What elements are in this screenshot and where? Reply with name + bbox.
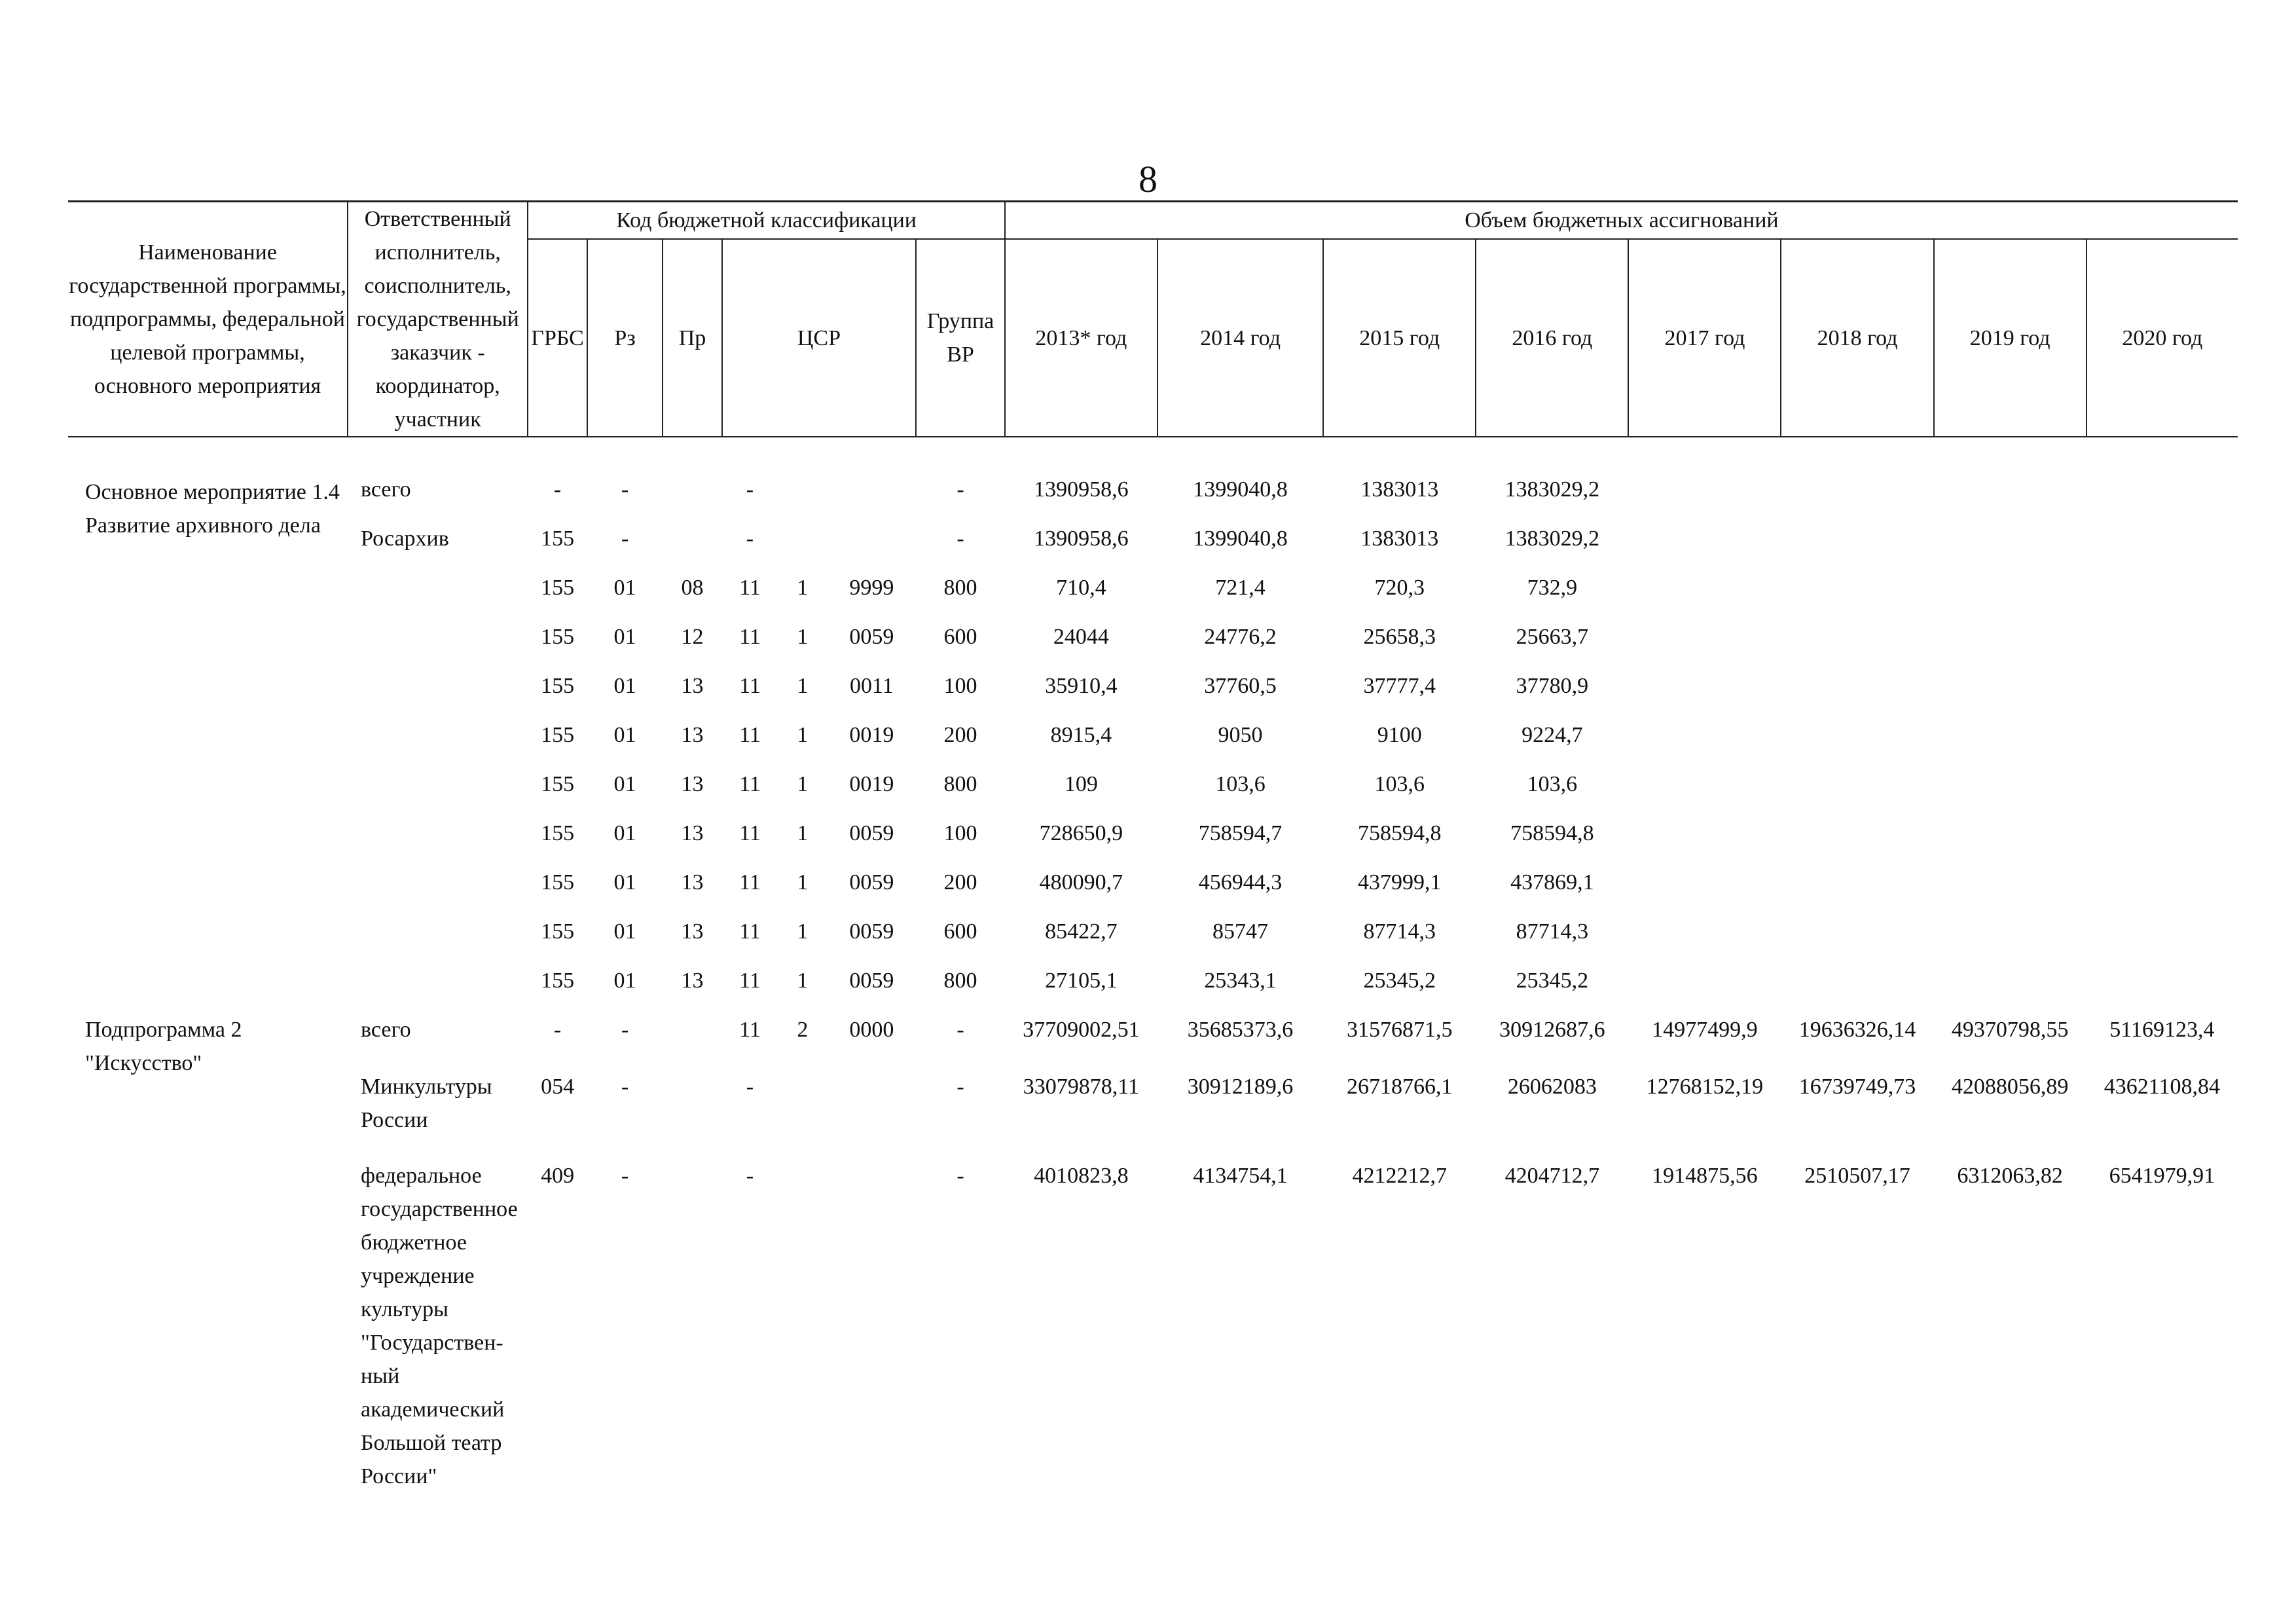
csr-subprogram-cell: 1 xyxy=(797,870,809,895)
csr-code-cell: 0059 xyxy=(849,625,894,649)
csr-program-cell: - xyxy=(746,477,754,502)
value-2015-cell: 4212212,7 xyxy=(1352,1164,1447,1188)
table-row xyxy=(68,465,2238,514)
vr-cell: - xyxy=(957,1075,964,1099)
csr-subprogram-cell xyxy=(778,514,827,563)
csr-program-cell: 11 xyxy=(739,772,761,796)
pr-cell: 08 xyxy=(681,576,704,600)
value-2019-cell xyxy=(1934,858,2086,907)
csr-subprogram-cell: 1 xyxy=(797,674,809,698)
value-2019-cell xyxy=(1934,760,2086,809)
value-2020-cell xyxy=(2086,858,2238,907)
pr-cell xyxy=(663,1062,721,1151)
header-year-2019: 2019 год xyxy=(1934,239,2086,437)
vr-cell: - xyxy=(957,526,964,551)
value-2014-cell: 9050 xyxy=(1218,723,1263,747)
value-2018-cell: 2510507,17 xyxy=(1804,1164,1910,1188)
table-row xyxy=(68,563,2238,612)
value-2015-cell: 9100 xyxy=(1377,723,1422,747)
table-row xyxy=(68,858,2238,907)
pr-cell: 13 xyxy=(681,969,704,993)
value-2013-cell: 37709002,51 xyxy=(1023,1018,1140,1042)
value-2020-cell: 51169123,4 xyxy=(2109,1018,2215,1042)
grbs-cell: 155 xyxy=(541,772,575,796)
grbs-cell: - xyxy=(553,1018,562,1042)
vr-cell: 800 xyxy=(943,576,977,600)
value-2015-cell: 1383013 xyxy=(1360,526,1439,551)
pr-cell: 13 xyxy=(681,821,704,845)
rz-cell: - xyxy=(621,1075,629,1099)
value-2018-cell xyxy=(1781,612,1933,661)
value-2020-cell xyxy=(2086,809,2238,858)
value-2015-cell: 437999,1 xyxy=(1357,870,1442,895)
grbs-cell: 054 xyxy=(541,1075,575,1099)
value-2017-cell xyxy=(1628,661,1781,710)
value-2019-cell: 42088056,89 xyxy=(1951,1075,2069,1099)
value-2016-cell: 732,9 xyxy=(1527,576,1578,600)
csr-subprogram-cell: 1 xyxy=(797,772,809,796)
vr-cell: - xyxy=(957,1018,964,1042)
rz-cell: - xyxy=(621,1018,629,1042)
executor-cell xyxy=(348,760,528,809)
value-2013-cell: 109 xyxy=(1064,772,1098,796)
value-2018-cell xyxy=(1781,760,1933,809)
rz-cell: - xyxy=(621,1164,629,1188)
value-2014-cell: 1399040,8 xyxy=(1193,477,1288,502)
value-2014-cell: 35685373,6 xyxy=(1187,1018,1294,1042)
value-2014-cell: 25343,1 xyxy=(1204,969,1277,993)
pr-cell xyxy=(663,1005,721,1062)
value-2018-cell xyxy=(1781,956,1933,1005)
csr-program-cell: 11 xyxy=(739,576,761,600)
value-2016-cell: 758594,8 xyxy=(1510,821,1594,845)
csr-program-cell: 11 xyxy=(739,674,761,698)
value-2020-cell xyxy=(2086,710,2238,760)
header-spacer xyxy=(68,437,2238,465)
pr-cell xyxy=(663,514,721,563)
value-2015-cell: 720,3 xyxy=(1374,576,1425,600)
value-2013-cell: 33079878,11 xyxy=(1023,1075,1139,1099)
csr-subprogram-cell xyxy=(778,1062,827,1151)
csr-subprogram-cell: 1 xyxy=(797,919,809,944)
value-2013-cell: 4010823,8 xyxy=(1034,1164,1129,1188)
header-grbs: ГРБС xyxy=(528,239,587,437)
value-2015-cell: 25658,3 xyxy=(1363,625,1436,649)
csr-program-cell: 11 xyxy=(739,1018,761,1042)
header-year-2016: 2016 год xyxy=(1476,239,1628,437)
header-csr: ЦСР xyxy=(722,239,916,437)
rz-cell: 01 xyxy=(613,625,636,649)
vr-cell: 200 xyxy=(943,870,977,895)
header-budget-allocations: Объем бюджетных ассигнований xyxy=(1005,202,2238,240)
budget-allocation-table xyxy=(68,200,2238,1500)
value-2013-cell: 8915,4 xyxy=(1050,723,1112,747)
vr-cell: 100 xyxy=(943,821,977,845)
value-2016-cell: 25663,7 xyxy=(1516,625,1589,649)
value-2017-cell: 12768152,19 xyxy=(1646,1075,1764,1099)
header-year-2020: 2020 год xyxy=(2086,239,2238,437)
executor-cell: всего xyxy=(361,477,411,502)
table-row xyxy=(68,661,2238,710)
value-2020-cell xyxy=(2086,661,2238,710)
value-2016-cell: 4204712,7 xyxy=(1504,1164,1600,1188)
pr-cell: 13 xyxy=(681,919,704,944)
value-2017-cell xyxy=(1628,858,1781,907)
value-2018-cell xyxy=(1781,858,1933,907)
rz-cell: 01 xyxy=(613,576,636,600)
value-2020-cell xyxy=(2086,612,2238,661)
value-2018-cell xyxy=(1781,907,1933,956)
value-2018-cell xyxy=(1781,661,1933,710)
value-2014-cell: 24776,2 xyxy=(1204,625,1277,649)
value-2015-cell: 87714,3 xyxy=(1363,919,1436,944)
value-2019-cell xyxy=(1934,907,2086,956)
value-2017-cell xyxy=(1628,514,1781,563)
header-vr: Группа ВР xyxy=(916,239,1005,437)
value-2016-cell: 1383029,2 xyxy=(1504,526,1600,551)
csr-subprogram-cell xyxy=(778,465,827,514)
value-2016-cell: 30912687,6 xyxy=(1499,1018,1605,1042)
value-2015-cell: 1383013 xyxy=(1360,477,1439,502)
program-name-cell: Основное мероприятие 1.4 Развитие архивного дела xyxy=(85,480,340,538)
executor-cell xyxy=(348,661,528,710)
table-row xyxy=(68,1151,2238,1500)
csr-subprogram-cell: 1 xyxy=(797,821,809,845)
value-2020-cell: 43621108,84 xyxy=(2104,1075,2220,1099)
value-2014-cell: 30912189,6 xyxy=(1187,1075,1294,1099)
value-2019-cell xyxy=(1934,956,2086,1005)
value-2017-cell xyxy=(1628,907,1781,956)
value-2016-cell: 37780,9 xyxy=(1516,674,1589,698)
value-2019-cell xyxy=(1934,563,2086,612)
csr-code-cell xyxy=(828,514,917,563)
value-2020-cell xyxy=(2086,465,2238,514)
table-row xyxy=(68,710,2238,760)
value-2015-cell: 31576871,5 xyxy=(1346,1018,1453,1042)
value-2013-cell: 35910,4 xyxy=(1045,674,1118,698)
table-row xyxy=(68,956,2238,1005)
value-2018-cell xyxy=(1781,465,1933,514)
value-2013-cell: 728650,9 xyxy=(1039,821,1123,845)
csr-code-cell xyxy=(828,1151,917,1500)
program-name-cell: Подпрограмма 2 "Искусство" xyxy=(85,1018,242,1075)
vr-cell: 800 xyxy=(943,969,977,993)
value-2013-cell: 85422,7 xyxy=(1045,919,1118,944)
rz-cell: 01 xyxy=(613,919,636,944)
value-2015-cell: 25345,2 xyxy=(1363,969,1436,993)
table-row xyxy=(68,907,2238,956)
value-2018-cell xyxy=(1781,809,1933,858)
value-2016-cell: 26062083 xyxy=(1507,1075,1597,1099)
header-pr: Пр xyxy=(663,239,721,437)
pr-cell xyxy=(663,465,721,514)
grbs-cell: 155 xyxy=(541,870,575,895)
executor-cell xyxy=(348,858,528,907)
value-2020-cell: 6541979,91 xyxy=(2109,1164,2215,1188)
executor-cell: Минкультуры России xyxy=(361,1075,492,1132)
csr-code-cell: 0059 xyxy=(849,821,894,845)
value-2013-cell: 27105,1 xyxy=(1045,969,1118,993)
value-2013-cell: 24044 xyxy=(1053,625,1109,649)
header-year-2018: 2018 год xyxy=(1781,239,1933,437)
value-2019-cell xyxy=(1934,661,2086,710)
vr-cell: - xyxy=(957,1164,964,1188)
grbs-cell: 155 xyxy=(541,526,575,551)
vr-cell: 800 xyxy=(943,772,977,796)
csr-subprogram-cell: 1 xyxy=(797,969,809,993)
value-2018-cell xyxy=(1781,710,1933,760)
value-2017-cell: 14977499,9 xyxy=(1652,1018,1758,1042)
value-2017-cell xyxy=(1628,563,1781,612)
value-2017-cell xyxy=(1628,612,1781,661)
value-2017-cell xyxy=(1628,809,1781,858)
value-2013-cell: 1390958,6 xyxy=(1034,477,1129,502)
vr-cell: 100 xyxy=(943,674,977,698)
executor-cell xyxy=(348,563,528,612)
value-2020-cell xyxy=(2086,563,2238,612)
vr-cell: - xyxy=(957,477,964,502)
pr-cell: 12 xyxy=(681,625,704,649)
csr-subprogram-cell: 1 xyxy=(797,576,809,600)
grbs-cell: - xyxy=(553,477,562,502)
value-2016-cell: 87714,3 xyxy=(1516,919,1589,944)
grbs-cell: 155 xyxy=(541,674,575,698)
table-row xyxy=(68,760,2238,809)
rz-cell: - xyxy=(621,526,629,551)
csr-subprogram-cell: 2 xyxy=(797,1018,809,1042)
header-executor: Ответственный исполнитель, соисполнитель, государственный заказчик - координатор, участник xyxy=(348,202,528,437)
value-2018-cell: 16739749,73 xyxy=(1798,1075,1916,1099)
value-2015-cell: 758594,8 xyxy=(1357,821,1442,845)
csr-code-cell: 9999 xyxy=(849,576,894,600)
csr-program-cell: 11 xyxy=(739,969,761,993)
rz-cell: 01 xyxy=(613,969,636,993)
value-2016-cell: 437869,1 xyxy=(1510,870,1594,895)
value-2018-cell xyxy=(1781,514,1933,563)
rz-cell: 01 xyxy=(613,772,636,796)
value-2019-cell xyxy=(1934,612,2086,661)
header-year-2017: 2017 год xyxy=(1628,239,1781,437)
value-2017-cell: 1914875,56 xyxy=(1652,1164,1758,1188)
value-2017-cell xyxy=(1628,465,1781,514)
page-number: 8 xyxy=(1139,158,1157,200)
grbs-cell: 155 xyxy=(541,821,575,845)
csr-program-cell: - xyxy=(746,526,754,551)
value-2019-cell xyxy=(1934,514,2086,563)
csr-program-cell: 11 xyxy=(739,919,761,944)
grbs-cell: 155 xyxy=(541,576,575,600)
pr-cell: 13 xyxy=(681,870,704,895)
csr-program-cell: 11 xyxy=(739,870,761,895)
value-2019-cell: 49370798,55 xyxy=(1951,1018,2069,1042)
vr-cell: 600 xyxy=(943,919,977,944)
executor-cell xyxy=(348,612,528,661)
header-year-2015: 2015 год xyxy=(1323,239,1476,437)
value-2018-cell xyxy=(1781,563,1933,612)
value-2017-cell xyxy=(1628,760,1781,809)
value-2020-cell xyxy=(2086,514,2238,563)
value-2020-cell xyxy=(2086,907,2238,956)
value-2020-cell xyxy=(2086,760,2238,809)
value-2014-cell: 4134754,1 xyxy=(1193,1164,1288,1188)
table-row xyxy=(68,1062,2238,1151)
csr-code-cell xyxy=(828,465,917,514)
grbs-cell: 155 xyxy=(541,723,575,747)
grbs-cell: 409 xyxy=(541,1164,575,1188)
rz-cell: 01 xyxy=(613,870,636,895)
value-2014-cell: 721,4 xyxy=(1215,576,1266,600)
executor-cell xyxy=(348,956,528,1005)
table-row xyxy=(68,809,2238,858)
vr-cell: 200 xyxy=(943,723,977,747)
value-2017-cell xyxy=(1628,710,1781,760)
executor-cell: Росархив xyxy=(361,526,449,551)
table-row xyxy=(68,514,2238,563)
value-2020-cell xyxy=(2086,956,2238,1005)
value-2019-cell xyxy=(1934,710,2086,760)
value-2016-cell: 1383029,2 xyxy=(1504,477,1600,502)
csr-code-cell: 0059 xyxy=(849,870,894,895)
csr-subprogram-cell: 1 xyxy=(797,625,809,649)
value-2019-cell xyxy=(1934,809,2086,858)
csr-program-cell: 11 xyxy=(739,821,761,845)
pr-cell: 13 xyxy=(681,674,704,698)
csr-program-cell: 11 xyxy=(739,723,761,747)
grbs-cell: 155 xyxy=(541,919,575,944)
pr-cell xyxy=(663,1151,721,1500)
value-2014-cell: 758594,7 xyxy=(1198,821,1283,845)
header-rz: Рз xyxy=(587,239,663,437)
executor-cell xyxy=(348,710,528,760)
grbs-cell: 155 xyxy=(541,625,575,649)
value-2019-cell xyxy=(1934,465,2086,514)
csr-subprogram-cell xyxy=(778,1151,827,1500)
value-2015-cell: 103,6 xyxy=(1374,772,1425,796)
value-2017-cell xyxy=(1628,956,1781,1005)
csr-subprogram-cell: 1 xyxy=(797,723,809,747)
csr-code-cell xyxy=(828,1062,917,1151)
header-year-2014: 2014 год xyxy=(1157,239,1323,437)
header-year-2013: 2013* год xyxy=(1005,239,1157,437)
csr-code-cell: 0059 xyxy=(849,969,894,993)
grbs-cell: 155 xyxy=(541,969,575,993)
csr-code-cell: 0011 xyxy=(849,674,894,698)
value-2013-cell: 1390958,6 xyxy=(1034,526,1129,551)
rz-cell: - xyxy=(621,477,629,502)
rz-cell: 01 xyxy=(613,723,636,747)
value-2016-cell: 9224,7 xyxy=(1522,723,1583,747)
value-2018-cell: 19636326,14 xyxy=(1798,1018,1916,1042)
header-budget-classification-code: Код бюджетной классификации xyxy=(528,202,1004,240)
csr-code-cell: 0000 xyxy=(849,1018,894,1042)
rz-cell: 01 xyxy=(613,674,636,698)
executor-cell: федеральное государственное бюджетное учреждение культуры "Государственный академический Большой театр России" xyxy=(361,1164,518,1488)
value-2013-cell: 710,4 xyxy=(1056,576,1106,600)
executor-cell xyxy=(348,809,528,858)
csr-code-cell: 0059 xyxy=(849,919,894,944)
value-2014-cell: 1399040,8 xyxy=(1193,526,1288,551)
executor-cell: всего xyxy=(361,1018,411,1042)
value-2019-cell: 6312063,82 xyxy=(1957,1164,2063,1188)
rz-cell: 01 xyxy=(613,821,636,845)
table-row xyxy=(68,612,2238,661)
value-2014-cell: 103,6 xyxy=(1215,772,1266,796)
header-program-name: Наименование государственной программы, подпрограммы, федеральной целевой программы, основного мероприятия xyxy=(68,202,348,437)
csr-code-cell: 0019 xyxy=(849,723,894,747)
vr-cell: 600 xyxy=(943,625,977,649)
csr-program-cell: - xyxy=(746,1164,754,1188)
value-2014-cell: 456944,3 xyxy=(1198,870,1283,895)
value-2016-cell: 25345,2 xyxy=(1516,969,1589,993)
value-2014-cell: 37760,5 xyxy=(1204,674,1277,698)
executor-cell xyxy=(348,907,528,956)
value-2014-cell: 85747 xyxy=(1212,919,1269,944)
value-2013-cell: 480090,7 xyxy=(1039,870,1123,895)
pr-cell: 13 xyxy=(681,723,704,747)
value-2015-cell: 37777,4 xyxy=(1363,674,1436,698)
value-2016-cell: 103,6 xyxy=(1527,772,1578,796)
value-2015-cell: 26718766,1 xyxy=(1346,1075,1453,1099)
table-row xyxy=(68,1005,2238,1062)
csr-code-cell: 0019 xyxy=(849,772,894,796)
csr-program-cell: - xyxy=(746,1075,754,1099)
pr-cell: 13 xyxy=(681,772,704,796)
csr-program-cell: 11 xyxy=(739,625,761,649)
